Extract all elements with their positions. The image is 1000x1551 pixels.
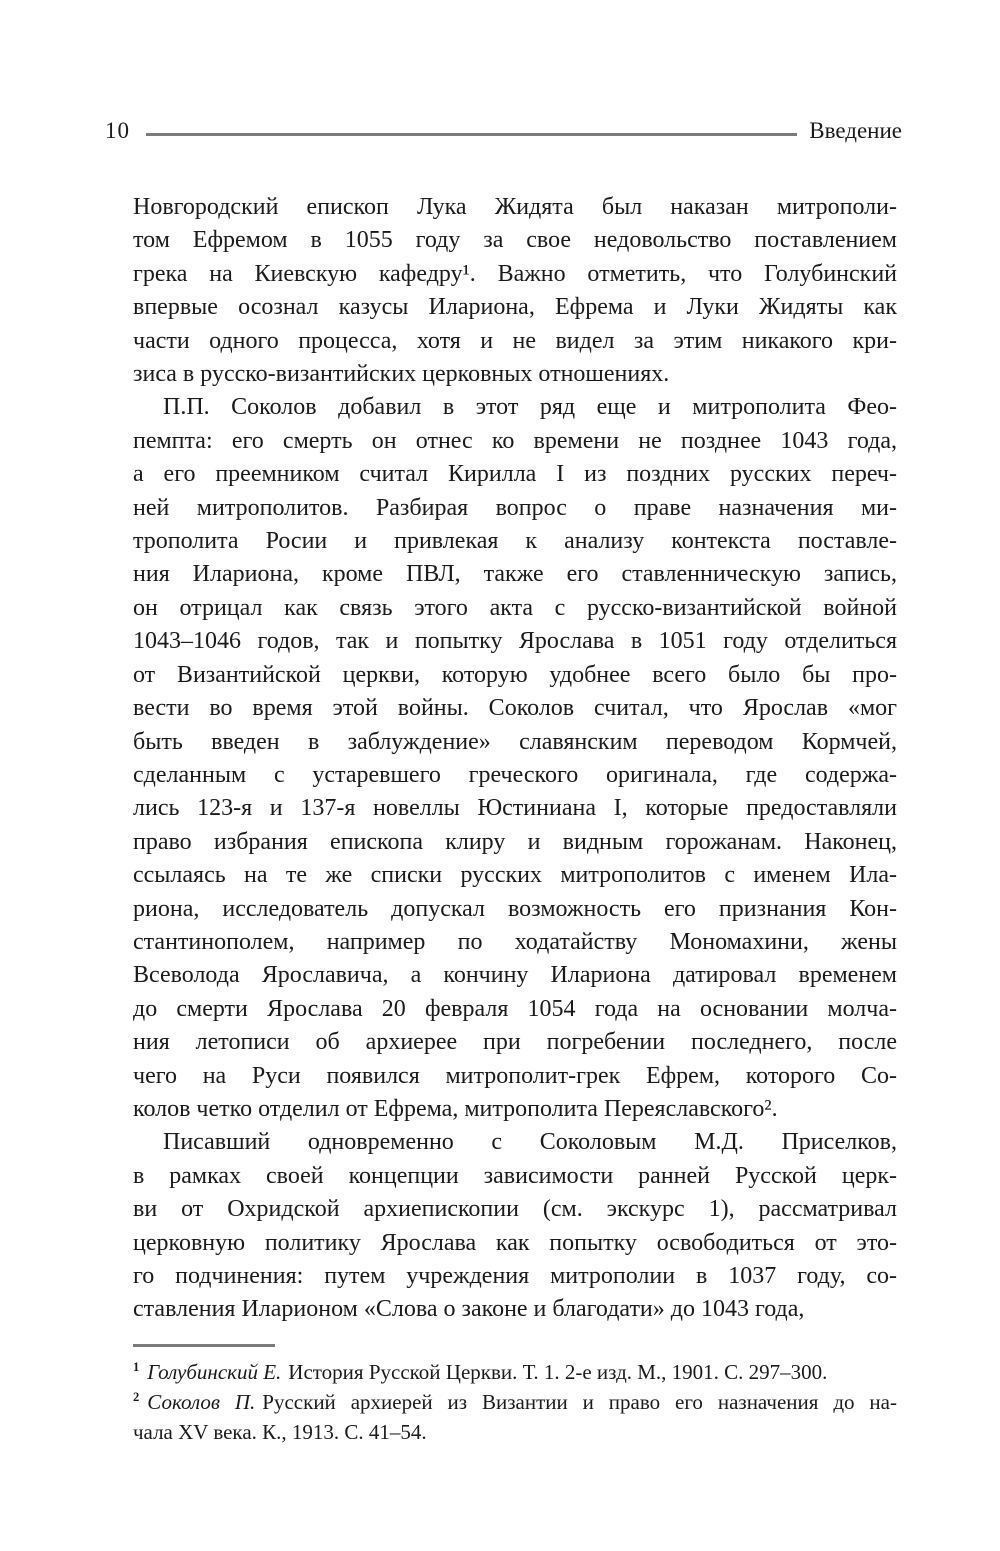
- paragraph: [133, 391, 897, 1126]
- text-line: ви от Охридской архиепископии (см. экскурс 1), рассматривал: [133, 1196, 897, 1223]
- header-rule: [146, 133, 797, 136]
- text-line: 1043–1046 годов, так и попытку Ярослава в 1051 году отделиться: [133, 628, 897, 655]
- text-line: ния летописи об архиерее при погребении последнего, после: [133, 1029, 897, 1056]
- text-line: ставления Иларионом «Слова о законе и благодати» до 1043 года,: [133, 1296, 805, 1323]
- text-line: грека на Киевскую кафедру¹. Важно отметить, что Голубинский: [133, 260, 897, 287]
- section-title: Введение: [809, 118, 902, 143]
- text-line: трополита Росии и привлекая к анализу контекста поставле-: [133, 528, 897, 555]
- text-line: чего на Руси появился митрополит-грек Ефрем, которого Со-: [133, 1062, 897, 1089]
- text-line: П.П. Соколов добавил в этот ряд еще и митрополита Фео-: [163, 394, 897, 421]
- text-line: ссылаясь на те же списки русских митрополитов с именем Ила-: [133, 862, 897, 889]
- body-text: [133, 191, 897, 1327]
- text-line: быть введен в заблуждение» славянским переводом Кормчей,: [133, 728, 897, 755]
- footnote-line: [133, 1357, 897, 1387]
- text-line: том Ефремом в 1055 году за свое недовольство поставлением: [133, 227, 897, 254]
- text-line: ней митрополитов. Разбирая вопрос о праве назначения ми-: [133, 494, 897, 521]
- text-line: впервые осознал казусы Илариона, Ефрема и Луки Жидяты как: [133, 294, 897, 321]
- text-line: вести во время этой войны. Соколов считал, что Ярослав «мог: [133, 695, 897, 722]
- text-line: лись 123-я и 137-я новеллы Юстиниана I, которые предоставляли: [133, 795, 897, 822]
- footnote-text: чала XV века. К., 1913. С. 41–54.: [133, 1420, 427, 1444]
- footnote-marker: 1: [133, 1360, 140, 1374]
- text-line: колов четко отделил от Ефрема, митрополита Переяславского².: [133, 1095, 778, 1122]
- footnote-line: [133, 1387, 897, 1417]
- text-line: пемпта: его смерть он отнес ко времени не позднее 1043 года,: [133, 427, 897, 454]
- text-line: Писавший одновременно с Соколовым М.Д. Приселков,: [163, 1129, 897, 1156]
- footnote-line: [133, 1417, 897, 1447]
- footnote-text: История Русской Церкви. Т. 1. 2-е изд. М., 1901. С. 297–300.: [288, 1360, 828, 1384]
- text-line: сделанным с устаревшего греческого оригинала, где содержа-: [133, 761, 897, 788]
- paragraph: [133, 191, 897, 391]
- text-line: в рамках своей концепции зависимости ранней Русской церк-: [133, 1162, 897, 1189]
- page-number: 10: [105, 118, 130, 143]
- text-line: Всеволода Ярославича, а кончину Илариона датировал временем: [133, 962, 897, 989]
- text-line: го подчинения: путем учреждения митрополии в 1037 году, со-: [133, 1263, 897, 1289]
- footnote-author: Соколов П.: [147, 1390, 256, 1414]
- text-line: церковную политику Ярослава как попытку освободиться от это-: [133, 1229, 897, 1256]
- running-header: [105, 118, 902, 144]
- text-line: до смерти Ярослава 20 февраля 1054 года на основании молча-: [133, 995, 897, 1022]
- text-line: право избрания епископа клиру и видным горожанам. Наконец,: [133, 828, 897, 855]
- text-line: от Византийской церкви, которую удобнее всего было бы про-: [133, 661, 897, 688]
- footnote: [133, 1387, 897, 1447]
- footnote-separator: [133, 1344, 275, 1347]
- footnote-text: Русский архиерей из Византии и право его назначения до на-: [262, 1390, 897, 1414]
- footnotes: [133, 1344, 897, 1447]
- footnote-list: [133, 1357, 897, 1447]
- text-line: стантинополем, например по ходатайству Мономахини, жены: [133, 928, 897, 955]
- text-line: а его преемником считал Кирилла I из поздних русских переч-: [133, 461, 897, 488]
- text-line: риона, исследователь допускал возможность его признания Кон-: [133, 895, 897, 922]
- footnote: [133, 1357, 897, 1387]
- text-line: зиса в русско-византийских церковных отношениях.: [133, 361, 670, 388]
- paragraph: [133, 1126, 897, 1326]
- text-line: Новгородский епископ Лука Жидята был наказан митрополи-: [133, 194, 897, 220]
- text-line: части одного процесса, хотя и не видел за этим никакого кри-: [133, 327, 897, 354]
- footnote-author: Голубинский Е.: [147, 1360, 282, 1384]
- text-line: он отрицал как связь этого акта с русско-византийской войной: [133, 594, 897, 621]
- text-line: ния Илариона, кроме ПВЛ, также его ставленническую запись,: [133, 561, 897, 588]
- footnote-marker: 2: [133, 1390, 140, 1404]
